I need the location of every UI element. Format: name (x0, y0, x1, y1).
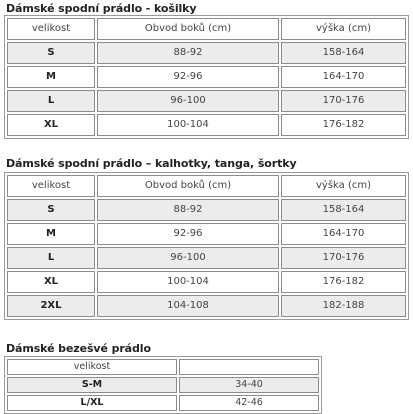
header-height: výška (cm) (281, 18, 406, 40)
cell-size: XL (7, 114, 95, 136)
cell-height: 164-170 (281, 66, 406, 88)
cell-value: 34-40 (179, 377, 319, 393)
table-header-row (7, 359, 319, 375)
cell-hips: 92-96 (97, 223, 279, 245)
section-title: Dámské spodní prádlo - košilky (6, 2, 197, 15)
cell-hips: 96-100 (97, 247, 279, 269)
cell-height: 176-182 (281, 114, 406, 136)
table-row (7, 377, 319, 393)
table-row (7, 247, 406, 269)
header-size: velikost (7, 359, 177, 375)
cell-hips: 104-108 (97, 295, 279, 317)
cell-size: L (7, 247, 95, 269)
cell-value: 42-46 (179, 395, 319, 411)
table-row (7, 42, 406, 64)
cell-height: 170-176 (281, 90, 406, 112)
section-title: Dámské spodní prádlo – kalhotky, tanga, šortky (6, 157, 297, 170)
cell-size: L/XL (7, 395, 177, 411)
cell-hips: 88-92 (97, 199, 279, 221)
cell-size: L (7, 90, 95, 112)
cell-size: S-M (7, 377, 177, 393)
size-table-kosilky (4, 15, 409, 139)
cell-hips: 100-104 (97, 114, 279, 136)
table-row (7, 395, 319, 411)
cell-size: M (7, 223, 95, 245)
cell-size: M (7, 66, 95, 88)
table-row (7, 295, 406, 317)
cell-height: 176-182 (281, 271, 406, 293)
table-row (7, 271, 406, 293)
size-table-bezesve (4, 356, 322, 414)
section-title: Dámské bezešvé prádlo (6, 342, 151, 355)
header-size: velikost (7, 175, 95, 197)
cell-height: 164-170 (281, 223, 406, 245)
cell-size: XL (7, 271, 95, 293)
table-row (7, 66, 406, 88)
cell-hips: 88-92 (97, 42, 279, 64)
cell-hips: 92-96 (97, 66, 279, 88)
cell-height: 182-188 (281, 295, 406, 317)
table-header-row (7, 18, 406, 40)
cell-size: S (7, 42, 95, 64)
table-row (7, 114, 406, 136)
cell-height: 170-176 (281, 247, 406, 269)
cell-height: 158-164 (281, 199, 406, 221)
table-row (7, 223, 406, 245)
cell-size: S (7, 199, 95, 221)
header-hips: Obvod boků (cm) (97, 175, 279, 197)
header-hips: Obvod boků (cm) (97, 18, 279, 40)
header-size: velikost (7, 18, 95, 40)
header-empty (179, 359, 319, 375)
cell-height: 158-164 (281, 42, 406, 64)
cell-size: 2XL (7, 295, 95, 317)
cell-hips: 96-100 (97, 90, 279, 112)
table-header-row (7, 175, 406, 197)
table-row (7, 90, 406, 112)
cell-hips: 100-104 (97, 271, 279, 293)
size-table-kalhotky (4, 172, 409, 320)
table-row (7, 199, 406, 221)
header-height: výška (cm) (281, 175, 406, 197)
